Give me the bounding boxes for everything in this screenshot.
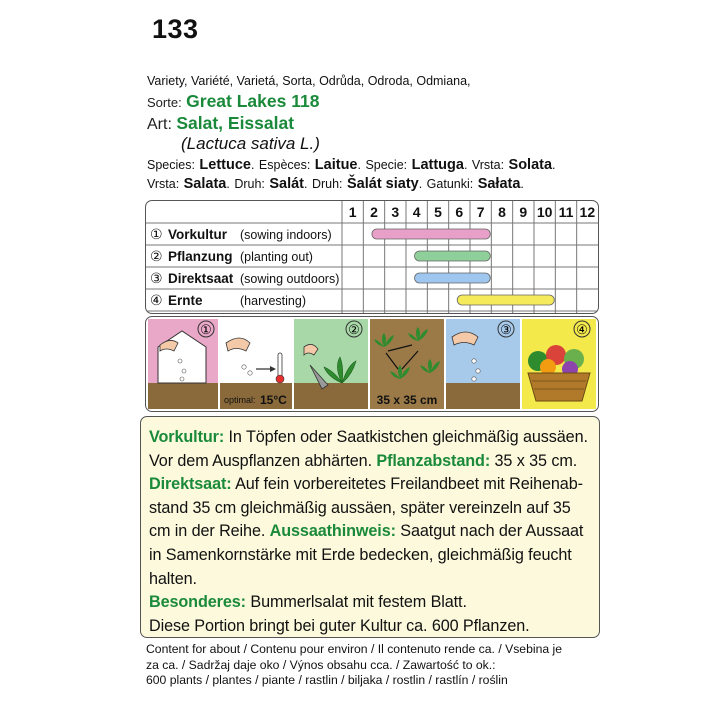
species-value: Sałata bbox=[477, 176, 521, 192]
art-label: Art: bbox=[147, 116, 172, 133]
basket-icon bbox=[528, 373, 590, 401]
besonderes-label: Besonderes: bbox=[149, 593, 246, 612]
aussaat-text: Saatgut nach der Aussaat in Samenkornstärke mit Erde bedecken, gleichmäßig feucht halten. bbox=[149, 522, 584, 588]
variety-line: Variety, Variété, Varietá, Sorta, Odrůda, Odroda, Odmiana, bbox=[147, 74, 471, 88]
row-marker: ③ bbox=[150, 271, 163, 287]
row-marker: ④ bbox=[150, 293, 163, 309]
row-note: (harvesting) bbox=[240, 294, 306, 308]
month-label: 7 bbox=[476, 204, 485, 220]
species-value: Laitue bbox=[314, 157, 358, 173]
sorte-label: Sorte: bbox=[147, 95, 182, 110]
month-label: 1 bbox=[348, 204, 357, 220]
month-label: 11 bbox=[558, 204, 574, 220]
month-label: 4 bbox=[412, 204, 421, 220]
calendar-grid bbox=[146, 201, 598, 313]
pflanzabstand-text: 35 x 35 cm. bbox=[490, 451, 578, 470]
species-line-1: Species: Lettuce. Espèces: Laitue. Specie: Lattuga. Vrsta: Solata. bbox=[147, 157, 556, 173]
species-label: Vrsta: bbox=[471, 158, 505, 172]
vorkultur-label: Vorkultur: bbox=[149, 428, 225, 446]
species-label: Druh: bbox=[311, 177, 343, 191]
footer-line: Content for about / Contenu pour environ / Il contenuto rende ca. / Vsebina je bbox=[146, 642, 562, 656]
panel-sow-outdoors bbox=[446, 319, 520, 409]
packet-number: 133 bbox=[152, 14, 199, 44]
thermometer-icon bbox=[278, 353, 282, 377]
calendar-bar bbox=[457, 295, 554, 305]
footer-line: 600 plants / plantes / piante / rastlin / biljaka / rostlin / rastlín / roślin bbox=[146, 673, 508, 687]
aussaat-label: Aussaathinweis: bbox=[269, 522, 396, 541]
row-note: (sowing outdoors) bbox=[240, 272, 340, 286]
species-value: Lattuga bbox=[411, 157, 464, 173]
row-name: Direktsaat bbox=[168, 271, 234, 286]
footer-line: za ca. / Sadržaj daje oko / Výnos obsahu cca. / Zawartość to ok.: bbox=[146, 657, 496, 672]
species-line-2: Vrsta: Salata. Druh: Salát. Druh: Šalát siaty. Gatunki: Sałata. bbox=[147, 176, 524, 192]
panel-spacing bbox=[370, 319, 444, 409]
month-label: 3 bbox=[391, 204, 400, 220]
portion-text: Diese Portion bringt bei guter Kultur ca. 600 Pflanzen. bbox=[149, 616, 530, 635]
pictogram-strip bbox=[145, 316, 599, 412]
species-value: Salát bbox=[269, 176, 305, 192]
species-label: Species: bbox=[147, 158, 195, 172]
month-label: 8 bbox=[498, 204, 506, 220]
calendar-bar bbox=[415, 273, 491, 283]
species-label: Gatunki: bbox=[426, 177, 474, 191]
pflanzabstand-label: Pflanzabstand: bbox=[376, 451, 491, 470]
latin-name: (Lactuca sativa L.) bbox=[181, 134, 320, 153]
direktsaat-text: Auf fein vorbereitetes Freilandbeet mit Reihenabstand 35 cm gleichmäßig aussäen, später vereinzeln auf 35 cm in der Reihe. bbox=[149, 475, 584, 541]
species-label: Specie: bbox=[365, 158, 408, 172]
row-name: Pflanzung bbox=[168, 249, 233, 264]
sowing-calendar bbox=[145, 200, 599, 314]
besonderes-text: Bummerlsalat mit festem Blatt. bbox=[245, 593, 467, 612]
temp-label: optimal: bbox=[224, 395, 256, 405]
pictograms-svg bbox=[146, 317, 598, 411]
panel-planting-out bbox=[294, 319, 368, 409]
row-note: (sowing indoors) bbox=[240, 228, 332, 242]
month-label: 2 bbox=[370, 204, 378, 220]
panel-germination bbox=[220, 319, 292, 409]
content-footer bbox=[146, 642, 562, 689]
species-value: Salata bbox=[183, 176, 227, 192]
month-label: 12 bbox=[579, 204, 596, 220]
month-label: 10 bbox=[536, 204, 553, 220]
calendar-bar bbox=[372, 229, 490, 239]
species-label: Espèces: bbox=[258, 158, 311, 172]
step-marker: ④ bbox=[576, 322, 588, 337]
instructions-box bbox=[140, 416, 600, 638]
row-name: Ernte bbox=[168, 293, 203, 308]
species-value: Solata bbox=[508, 157, 553, 173]
sorte-line bbox=[147, 91, 319, 112]
species-value: Lettuce bbox=[199, 157, 251, 173]
row-marker: ② bbox=[150, 249, 163, 265]
art-value: Salat, Eissalat bbox=[176, 113, 295, 133]
sorte-value: Great Lakes 118 bbox=[186, 91, 320, 111]
panel-harvest bbox=[522, 319, 596, 409]
row-name: Vorkultur bbox=[168, 227, 228, 242]
temp-value: 15°C bbox=[260, 393, 287, 407]
row-note: (planting out) bbox=[240, 250, 313, 264]
month-label: 9 bbox=[519, 204, 528, 220]
art-line bbox=[147, 113, 294, 134]
row-marker: ① bbox=[150, 227, 163, 243]
step-marker: ① bbox=[200, 322, 212, 337]
calendar-bar bbox=[415, 251, 491, 261]
spacing-label: 35 x 35 cm bbox=[376, 393, 438, 407]
species-value: Šalát siaty bbox=[346, 176, 419, 192]
panel-sow-indoors bbox=[148, 319, 218, 409]
species-label: Vrsta: bbox=[147, 177, 180, 191]
month-label: 5 bbox=[434, 204, 442, 220]
step-marker: ② bbox=[348, 322, 360, 337]
vorkultur-text: In Töpfen oder Saatkistchen gleichmäßig aussäen. Vor dem Auspflanzen abhärten. bbox=[149, 428, 588, 470]
step-marker: ③ bbox=[500, 322, 512, 337]
species-label: Druh: bbox=[234, 177, 265, 191]
month-label: 6 bbox=[455, 204, 464, 220]
direktsaat-label: Direktsaat: bbox=[149, 475, 232, 494]
